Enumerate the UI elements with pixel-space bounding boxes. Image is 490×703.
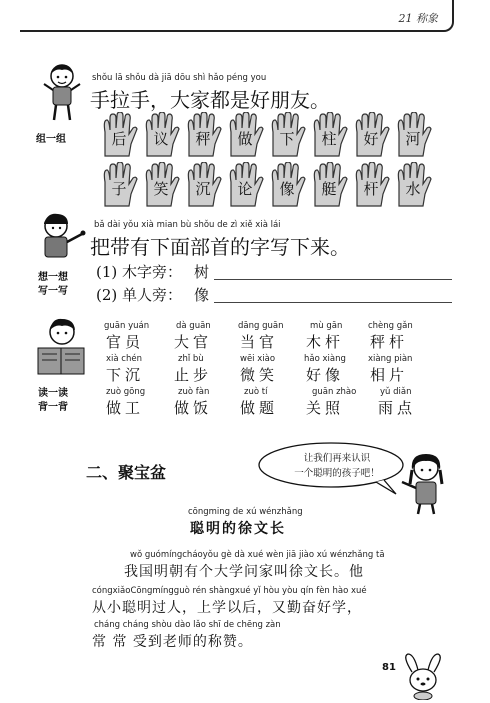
writing-boy-icon [36, 212, 86, 268]
chapter-label: 21 称象 [398, 12, 438, 25]
word-pinyin: mù gān [310, 321, 343, 331]
radical-item-2-example: 像 [194, 286, 210, 304]
hand-card [141, 112, 181, 158]
hand-char: 杆 [363, 180, 379, 198]
word-pinyin: xià chén [106, 354, 142, 364]
story-title: 聪明的徐文长 [190, 521, 286, 537]
hand-card [309, 162, 349, 208]
word-pinyin: dāng guān [238, 321, 284, 331]
hand-char: 笑 [153, 180, 169, 198]
hand-card [309, 112, 349, 158]
hand-char: 河 [405, 130, 421, 148]
word-pinyin: hǎo xiàng [304, 354, 346, 364]
word-pinyin: guān yuán [104, 321, 150, 331]
radical-item-1-label: (1) 木字旁： [96, 263, 183, 281]
title2-pinyin: bǎ dài yǒu xià mian bù shǒu de zì xiě xià lái [94, 220, 281, 230]
word-pinyin: chèng gǎn [368, 321, 413, 331]
hand-card [267, 162, 307, 208]
header-bar [20, 0, 454, 32]
word-chars: 关照 [306, 399, 345, 417]
section-title-treasure-bowl: 二、聚宝盆 [86, 463, 167, 482]
word-pinyin: dà guān [176, 321, 211, 331]
girl-mascot-icon [398, 452, 450, 516]
radical-item-2-label: (2) 单人旁： [96, 286, 183, 304]
word-pinyin: zuò fàn [178, 387, 210, 397]
hand-char: 好 [363, 130, 379, 148]
hand-card [225, 162, 265, 208]
word-pinyin: zuò tí [244, 387, 268, 397]
hand-char: 下 [279, 130, 295, 148]
rabbit-icon [398, 652, 448, 700]
story-line: 常 常 受到老师的称赞。 [92, 634, 253, 650]
reading-boy-icon [34, 318, 88, 382]
hand-card [99, 162, 139, 208]
title1-pinyin: shǒu lā shǒu dà jiā dōu shì hǎo péng you [92, 73, 267, 83]
hand-char: 像 [279, 180, 295, 198]
hand-char: 柱 [321, 130, 337, 148]
word-pinyin: wēi xiào [240, 354, 276, 364]
hand-char: 水 [405, 180, 421, 198]
hand-card [225, 112, 265, 158]
side-label-recite: 背一背 [38, 402, 68, 413]
story-line-pinyin: cháng cháng shòu dào lǎo shī de chēng zàn [94, 620, 281, 630]
hand-char: 做 [237, 130, 253, 148]
side-label-group: 组一组 [36, 134, 66, 145]
story-line-pinyin: wǒ guómíngcháoyǒu gè dà xué wèn jiā jiào xú wénzhǎng tā [130, 550, 385, 560]
page-number: 81 [382, 662, 396, 673]
story-line: 从小聪明过人，上学以后，又勤奋好学， [92, 600, 362, 616]
hand-char: 论 [237, 180, 253, 198]
bubble-line-1: 让我们再来认识 [303, 453, 371, 464]
hand-card [393, 112, 433, 158]
word-chars: 做题 [240, 399, 279, 417]
side-label-write: 写一写 [38, 286, 68, 297]
story-line-pinyin: cóngxiǎoCōngmíngguò rén shàngxué yǐ hòu yòu qín fèn hào xué [92, 586, 367, 596]
hand-card [141, 162, 181, 208]
word-chars: 雨点 [378, 399, 417, 417]
word-chars: 大官 [174, 333, 213, 351]
word-chars: 秤杆 [370, 333, 409, 351]
hand-char: 沉 [195, 180, 211, 198]
hand-card [267, 112, 307, 158]
word-pinyin: yǔ diǎn [380, 387, 412, 397]
word-chars: 止步 [174, 366, 213, 384]
word-pinyin: zhǐ bù [178, 354, 204, 364]
word-chars: 下沉 [106, 366, 145, 384]
hand-card [351, 112, 391, 158]
word-pinyin: guān zhào [312, 387, 357, 397]
hand-char: 秤 [195, 130, 211, 148]
word-pinyin: xiàng piàn [368, 354, 413, 364]
hand-card [393, 162, 433, 208]
word-chars: 做工 [106, 399, 145, 417]
word-pinyin: zuò gōng [106, 387, 146, 397]
side-label-read: 读一读 [38, 388, 68, 399]
word-chars: 木杆 [306, 333, 345, 351]
hand-char: 艇 [321, 180, 337, 198]
bubble-line-2: 一个聪明的孩子吧！ [294, 468, 380, 479]
word-chars: 官员 [106, 333, 145, 351]
story-line: 我国明朝有个大学问家叫徐文长。他 [124, 564, 364, 580]
hand-char: 议 [153, 130, 169, 148]
boy-mascot-icon [40, 62, 84, 124]
section1-title: 手拉手，大家都是好朋友。 [90, 88, 330, 112]
section2-title: 把带有下面部首的字写下来。 [90, 235, 350, 259]
word-chars: 当官 [240, 333, 279, 351]
hand-char: 后 [111, 130, 127, 148]
radical-item-1-example: 树 [194, 263, 210, 281]
hand-card [183, 112, 223, 158]
word-chars: 微笑 [240, 366, 279, 384]
side-label-think: 想一想 [38, 272, 68, 283]
hand-char: 子 [111, 180, 127, 198]
hand-card [183, 162, 223, 208]
word-chars: 相片 [370, 366, 409, 384]
answer-line-1[interactable] [214, 279, 452, 280]
hand-card [351, 162, 391, 208]
story-title-pinyin: cōngming de xú wénzhǎng [188, 507, 303, 517]
hand-card [99, 112, 139, 158]
word-chars: 好像 [306, 366, 345, 384]
answer-line-2[interactable] [214, 302, 452, 303]
word-chars: 做饭 [174, 399, 213, 417]
